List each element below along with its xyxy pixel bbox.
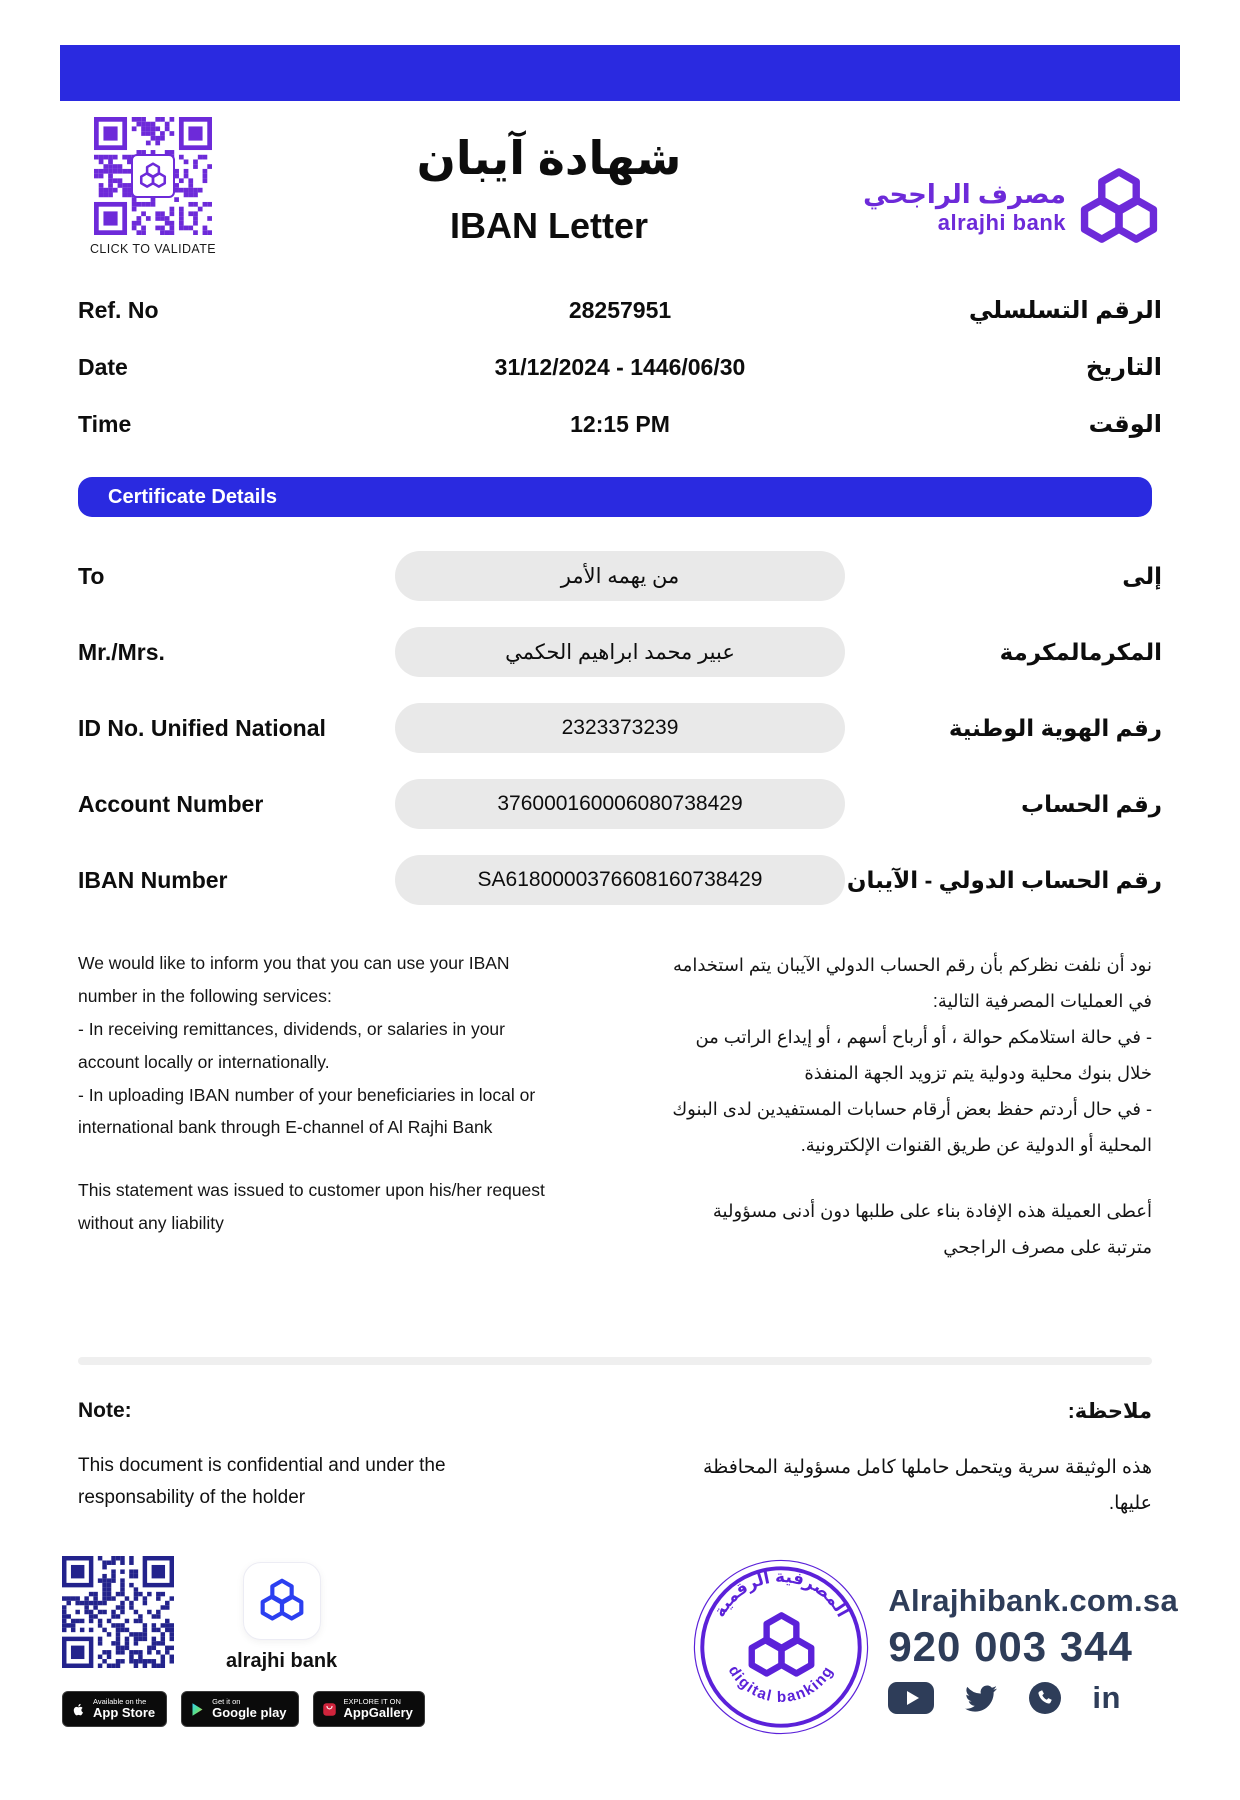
bank-name-arabic: مصرف الراجحي bbox=[863, 178, 1066, 209]
info-ar-statement: أعطى العميلة هذه الإفادة بناء على طلبها دون أدنى مسؤولية مترتبة على مصرف الراجحي bbox=[712, 1201, 1152, 1257]
certificate-details-section bbox=[78, 551, 1162, 905]
customer-name-value: عبير محمد ابراهيم الحكمي bbox=[395, 627, 845, 677]
note-label-en: Note: bbox=[78, 1399, 132, 1422]
to-label-ar: إلى bbox=[1122, 562, 1162, 589]
app-store-badge-bottom: App Store bbox=[93, 1705, 156, 1721]
certificate-details-title: Certificate Details bbox=[108, 485, 277, 508]
date-label: Date bbox=[78, 354, 128, 380]
google-play-badge-top: Get it on bbox=[212, 1697, 241, 1707]
apple-icon bbox=[71, 1702, 86, 1717]
info-ar-item1: - في حالة استلامكم حوالة ، أو أرباح أسهم ، أو إيداع الراتب من خلال بنوك محلية ودولية يتم تزويد الجهة المنفذة bbox=[695, 1027, 1152, 1083]
website-link[interactable]: Alrajhibank.com.sa bbox=[888, 1583, 1178, 1619]
linkedin-icon[interactable]: in bbox=[1092, 1680, 1121, 1716]
youtube-icon[interactable] bbox=[888, 1681, 934, 1715]
meta-section bbox=[78, 282, 1162, 453]
section-divider bbox=[78, 1357, 1152, 1365]
iban-number-value: SA6180000376608160738429 bbox=[395, 855, 845, 905]
top-banner bbox=[60, 45, 1180, 101]
social-icons bbox=[888, 1681, 1178, 1715]
title-arabic: شهادة آيبان bbox=[416, 132, 682, 184]
to-value: من يهمه الأمر bbox=[395, 551, 845, 601]
id-label: ID No. Unified National bbox=[78, 714, 326, 741]
id-number-value: 2323373239 bbox=[395, 703, 845, 753]
stamp-arabic-text: المصرفية الرقمية bbox=[710, 1567, 853, 1621]
footer bbox=[62, 1556, 1178, 1738]
name-row bbox=[78, 627, 1162, 677]
stamp-english-text: digital banking bbox=[725, 1662, 838, 1707]
google-play-badge-bottom: Google play bbox=[212, 1705, 287, 1721]
ref-no-label: Ref. No bbox=[78, 297, 159, 323]
info-arabic bbox=[672, 947, 1152, 1265]
info-en-statement: This statement was issued to customer upon his/her request without any liability bbox=[78, 1180, 545, 1234]
note-text-en: This document is confidential and under the responsability of the holder bbox=[78, 1455, 446, 1509]
date-value: 31/12/2024 - 1446/06/30 bbox=[494, 354, 746, 380]
time-row bbox=[78, 396, 1162, 453]
appgallery-badge-bottom: AppGallery bbox=[343, 1705, 413, 1721]
date-label-ar: التاريخ bbox=[1085, 354, 1162, 381]
appgallery-icon bbox=[322, 1702, 337, 1717]
ref-no-row bbox=[78, 282, 1162, 339]
click-to-validate-label[interactable]: CLICK TO VALIDATE bbox=[89, 242, 217, 256]
account-row bbox=[78, 779, 1162, 829]
id-row bbox=[78, 703, 1162, 753]
google-play-badge[interactable] bbox=[181, 1691, 298, 1727]
whatsapp-icon[interactable] bbox=[1028, 1681, 1062, 1715]
ref-no-value: 28257951 bbox=[568, 297, 672, 323]
info-en-item2: - In uploading IBAN number of your beneficiaries in local or international bank through E-channel of Al Rajhi Bank bbox=[78, 1084, 536, 1138]
info-ar-intro: نود أن نلفت نظركم بأن رقم الحساب الدولي الآيبان يتم استخدامه في العمليات المصرفية التالية: bbox=[673, 955, 1152, 1011]
store-badges bbox=[62, 1691, 492, 1727]
time-value: 12:15 PM bbox=[570, 411, 670, 437]
app-store-badge[interactable] bbox=[62, 1691, 167, 1727]
time-label: Time bbox=[78, 411, 132, 437]
svg-text:digital banking bbox=[725, 1663, 837, 1706]
qr-center-logo-icon bbox=[131, 154, 175, 198]
iban-row bbox=[78, 855, 1162, 905]
note-text-ar: هذه الوثيقة سرية ويتحمل حاملها كامل مسؤولية المحافظة عليها. bbox=[702, 1457, 1152, 1515]
footer-bank-logo bbox=[226, 1556, 337, 1673]
alrajhi-app-trefoil-icon bbox=[259, 1575, 305, 1627]
phone-number[interactable]: 920 003 344 bbox=[888, 1623, 1133, 1671]
digital-banking-stamp bbox=[690, 1556, 872, 1738]
account-label-ar: رقم الحساب bbox=[1021, 790, 1162, 817]
appgallery-badge[interactable] bbox=[313, 1691, 425, 1727]
iban-letter-document bbox=[0, 45, 1240, 1738]
info-en-item1: - In receiving remittances, dividends, or salaries in your account locally or internationally. bbox=[78, 1018, 505, 1072]
appgallery-badge-top: EXPLORE IT ON bbox=[343, 1697, 401, 1707]
id-label-ar: رقم الهوية الوطنية bbox=[948, 714, 1162, 741]
footer-qr-icon[interactable] bbox=[62, 1556, 174, 1668]
info-en-intro: We would like to inform you that you can use your IBAN number in the following services: bbox=[78, 953, 510, 1006]
name-label: Mr./Mrs. bbox=[78, 638, 165, 665]
certificate-details-header bbox=[78, 477, 1152, 517]
bank-logo bbox=[863, 159, 1160, 256]
ref-no-label-ar: الرقم التسلسلي bbox=[968, 297, 1162, 324]
app-logo-card bbox=[243, 1562, 321, 1640]
bank-name-english: alrajhi bank bbox=[937, 209, 1066, 235]
app-store-badge-top: Available on the bbox=[93, 1697, 147, 1707]
document-header bbox=[78, 117, 1160, 256]
time-label-ar: الوقت bbox=[1088, 411, 1162, 438]
name-label-ar: المكرمالمكرمة bbox=[999, 638, 1162, 665]
alrajhi-trefoil-icon bbox=[1078, 162, 1160, 254]
to-label: To bbox=[78, 562, 105, 589]
note-section bbox=[78, 1399, 1152, 1522]
footer-bank-name: alrajhi bank bbox=[226, 1650, 338, 1673]
account-number-value: 376000160006080738429 bbox=[395, 779, 845, 829]
info-ar-item2: - في حال أردتم حفظ بعض أرقام حسابات المستفيدين لدى البنوك المحلية أو الدولية عن طريق القنوات الإلكترونية. bbox=[672, 1099, 1152, 1155]
note-label-ar: ملاحظة: bbox=[1067, 1400, 1152, 1423]
document-titles bbox=[268, 117, 830, 256]
info-english bbox=[78, 947, 550, 1265]
info-section bbox=[78, 947, 1152, 1265]
google-play-icon bbox=[190, 1702, 205, 1717]
to-row bbox=[78, 551, 1162, 601]
account-label: Account Number bbox=[78, 790, 264, 817]
title-english: IBAN Letter bbox=[449, 205, 649, 246]
validate-qr-block[interactable] bbox=[78, 117, 228, 256]
contact-block bbox=[888, 1579, 1178, 1715]
twitter-icon[interactable] bbox=[964, 1681, 998, 1715]
iban-label-ar: رقم الحساب الدولي - الآيبان bbox=[846, 866, 1162, 893]
date-row bbox=[78, 339, 1162, 396]
iban-label: IBAN Number bbox=[78, 866, 228, 893]
